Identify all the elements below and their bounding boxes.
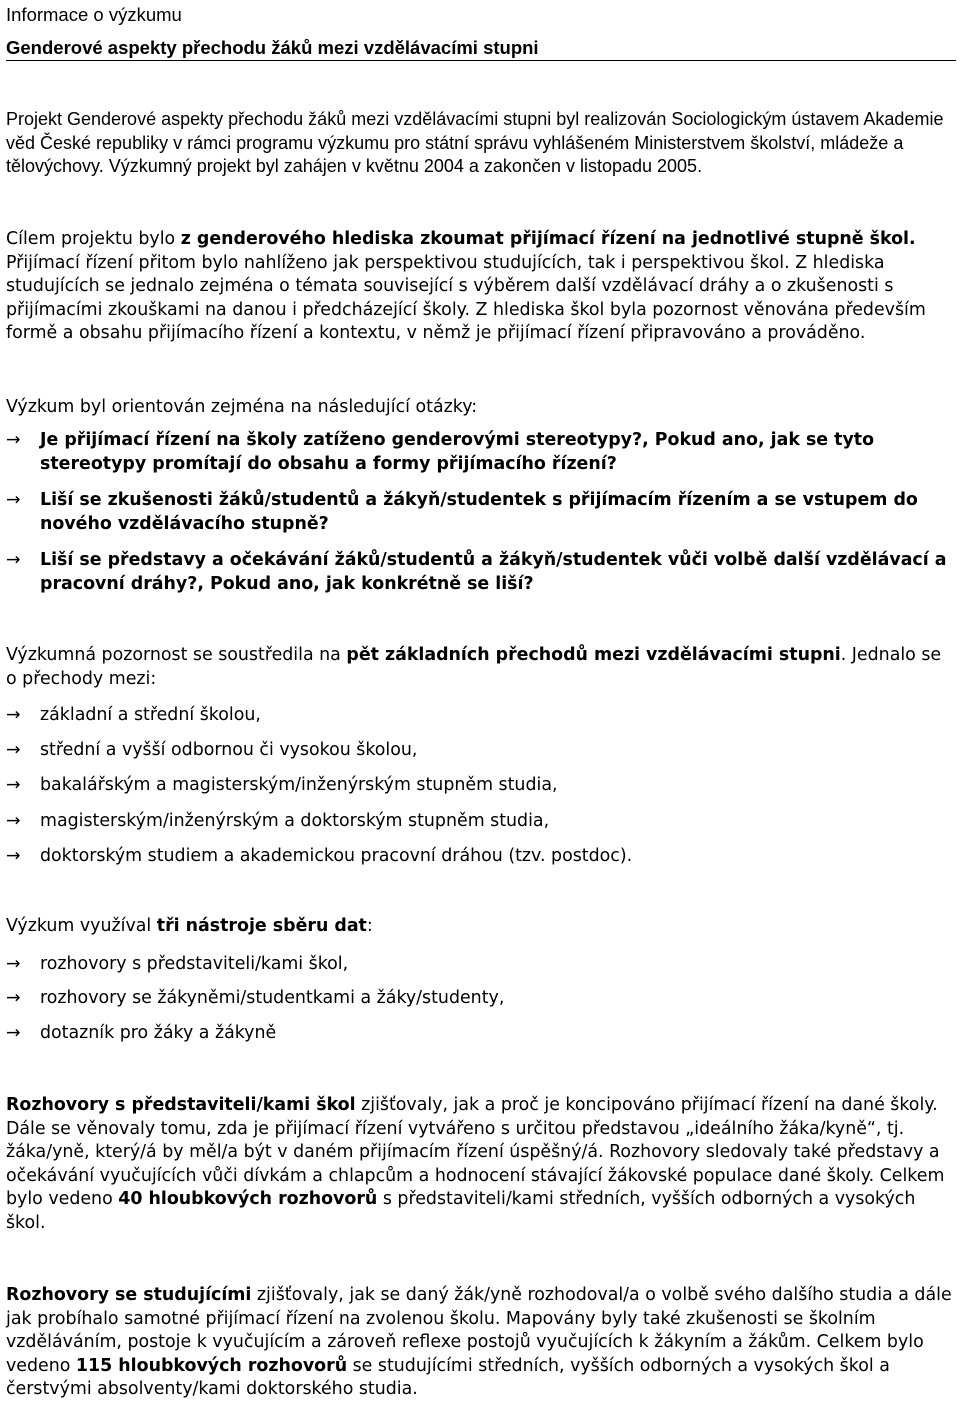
questions-intro: Výzkum byl orientován zejména na následující otázky:	[6, 397, 478, 417]
transition-item	[6, 774, 956, 798]
students-paragraph	[6, 1284, 956, 1402]
aim-paragraph	[6, 228, 956, 346]
students-bold-lead: Rozhovory se studujícími	[6, 1285, 252, 1305]
tool-text: rozhovory s představiteli/kami škol,	[40, 954, 349, 974]
tool-text: rozhovory se žákyněmi/studentkami a žáky/studenty,	[40, 988, 505, 1008]
arrow-icon: →	[6, 988, 21, 1008]
transition-item	[6, 845, 956, 869]
transition-item	[6, 704, 956, 728]
arrow-icon: →	[6, 490, 21, 510]
arrow-icon: →	[6, 811, 21, 831]
schools-count: 40 hloubkových rozhovorů	[118, 1189, 378, 1209]
aim-prefix: Cílem projektu bylo	[6, 229, 181, 249]
students-count: 115 hloubkových rozhovorů	[75, 1355, 348, 1376]
transitions-bold: pět základních přechodů mezi vzdělávacími stupni	[346, 645, 841, 665]
tool-item	[6, 1022, 956, 1046]
schools-text: zjišťovaly, jak a proč je koncipováno přijímací řízení na dané školy. Dále se věnovaly tomu, zda je přijímací řízení vytvářeno s určitou představou „ideálního žáka/kyně“, tj. žáka/yně, který/á by měl/a být v daném přijímacím řízení úspěšný/á. Rozhovory sledovaly také představy a očekávání vyučujících vůči dívkám a chlapcům a hodnocení stávající žákovské populace dané školy. Celkem bylo vedeno	[6, 1095, 945, 1209]
aim-rest: Přijímací řízení přitom bylo nahlíženo jak perspektivou studujících, tak i perspektivou škol. Z hlediska studujících se jednalo zejména o témata související s výběrem další vzdělávací dráhy a o zkušenosti s přijímacími zkouškami na danou i předcházející školy. Z hlediska škol byla pozornost věnována především formě a obsahu přijímacího řízení a kontextu, v němž je přijímací řízení připravováno a prováděno.	[6, 252, 926, 343]
transitions-prefix: Výzkumná pozornost se soustředila na	[6, 645, 347, 665]
arrow-icon: →	[6, 1023, 21, 1043]
question-text: Je přijímací řízení na školy zatíženo genderovými stereotypy?, Pokud ano, jak se tyto stereotypy promítají do obsahu a formy přijímacího řízení?	[40, 430, 875, 474]
arrow-icon: →	[6, 954, 21, 974]
document-label: Informace o výzkumu	[6, 4, 182, 25]
question-item	[6, 549, 956, 596]
tool-text: dotazník pro žáky a žákyně	[40, 1023, 277, 1043]
question-text: Liší se zkušenosti žáků/studentů a žákyň/studentek s přijímacím řízením a se vstupem do nového vzdělávacího stupně?	[40, 490, 918, 534]
transitions-rest: . Jednalo se o přechody mezi:	[6, 645, 942, 689]
transition-text: základní a střední školou,	[40, 705, 261, 725]
intro-paragraph: Projekt Genderové aspekty přechodu žáků mezi vzdělávacími stupni byl realizován Sociologickým ústavem Akademie věd České republiky v rámci programu výzkumu pro státní správu vyhlášeném Ministerstvem školství, mládeže a tělovýchovy. Výzkumný projekt byl zahájen v květnu 2004 a zakončen v listopadu 2005.	[6, 109, 944, 176]
schools-text-end: s představiteli/kami středních, vyšších odborných a vysokých škol.	[6, 1189, 916, 1233]
tools-bold: tři nástroje sběru dat	[156, 916, 367, 936]
transition-text: doktorským studiem a akademickou pracovní dráhou (tzv. postdoc).	[40, 846, 633, 866]
students-text: zjišťovaly, jak se daný žák/yně rozhodoval/a o volbě svého dalšího studia a dále jak probíhalo samotné přijímací řízení na zvolenou školu. Mapovány byly také zkušenosti se školním vzděláváním, postoje k vyučujícím a zároveň reflexe postojů vyučujících k žákyním a žákům. Celkem bylo vedeno	[6, 1285, 952, 1376]
transition-text: bakalářským a magisterským/inženýrským stupněm studia,	[40, 775, 558, 795]
transition-item	[6, 810, 956, 834]
transition-text: magisterským/inženýrským a doktorským stupněm studia,	[40, 811, 550, 831]
tool-item	[6, 987, 956, 1011]
schools-bold-lead: Rozhovory s představiteli/kami škol	[6, 1095, 356, 1115]
tools-paragraph	[6, 915, 956, 939]
question-item	[6, 489, 956, 536]
arrow-icon: →	[6, 740, 21, 760]
tool-item	[6, 953, 956, 977]
transition-item	[6, 739, 956, 763]
arrow-icon: →	[6, 846, 21, 866]
arrow-icon: →	[6, 775, 21, 795]
tools-rest: :	[366, 916, 373, 936]
aim-bold: z genderového hlediska zkoumat přijímací řízení na jednotlivé stupně škol.	[180, 229, 916, 249]
arrow-icon: →	[6, 430, 21, 450]
arrow-icon: →	[6, 550, 21, 570]
tools-prefix: Výzkum využíval	[6, 916, 157, 936]
page-title: Genderové aspekty přechodu žáků mezi vzdělávacími stupni	[6, 37, 539, 58]
question-text: Liší se představy a očekávání žáků/studentů a žákyň/studentek vůči volbě další vzdělávací a pracovní dráhy?, Pokud ano, jak konkrétně se liší?	[40, 550, 947, 594]
schools-paragraph	[6, 1094, 956, 1235]
arrow-icon: →	[6, 705, 21, 725]
transitions-paragraph	[6, 644, 956, 691]
question-item	[6, 429, 956, 476]
students-text-end: se studujícími středních, vyšších odborných a vysokých škol a čerstvými absolventy/kami doktorského studia.	[6, 1355, 890, 1399]
transition-text: střední a vyšší odbornou či vysokou školou,	[40, 740, 418, 760]
header-divider	[6, 60, 956, 61]
